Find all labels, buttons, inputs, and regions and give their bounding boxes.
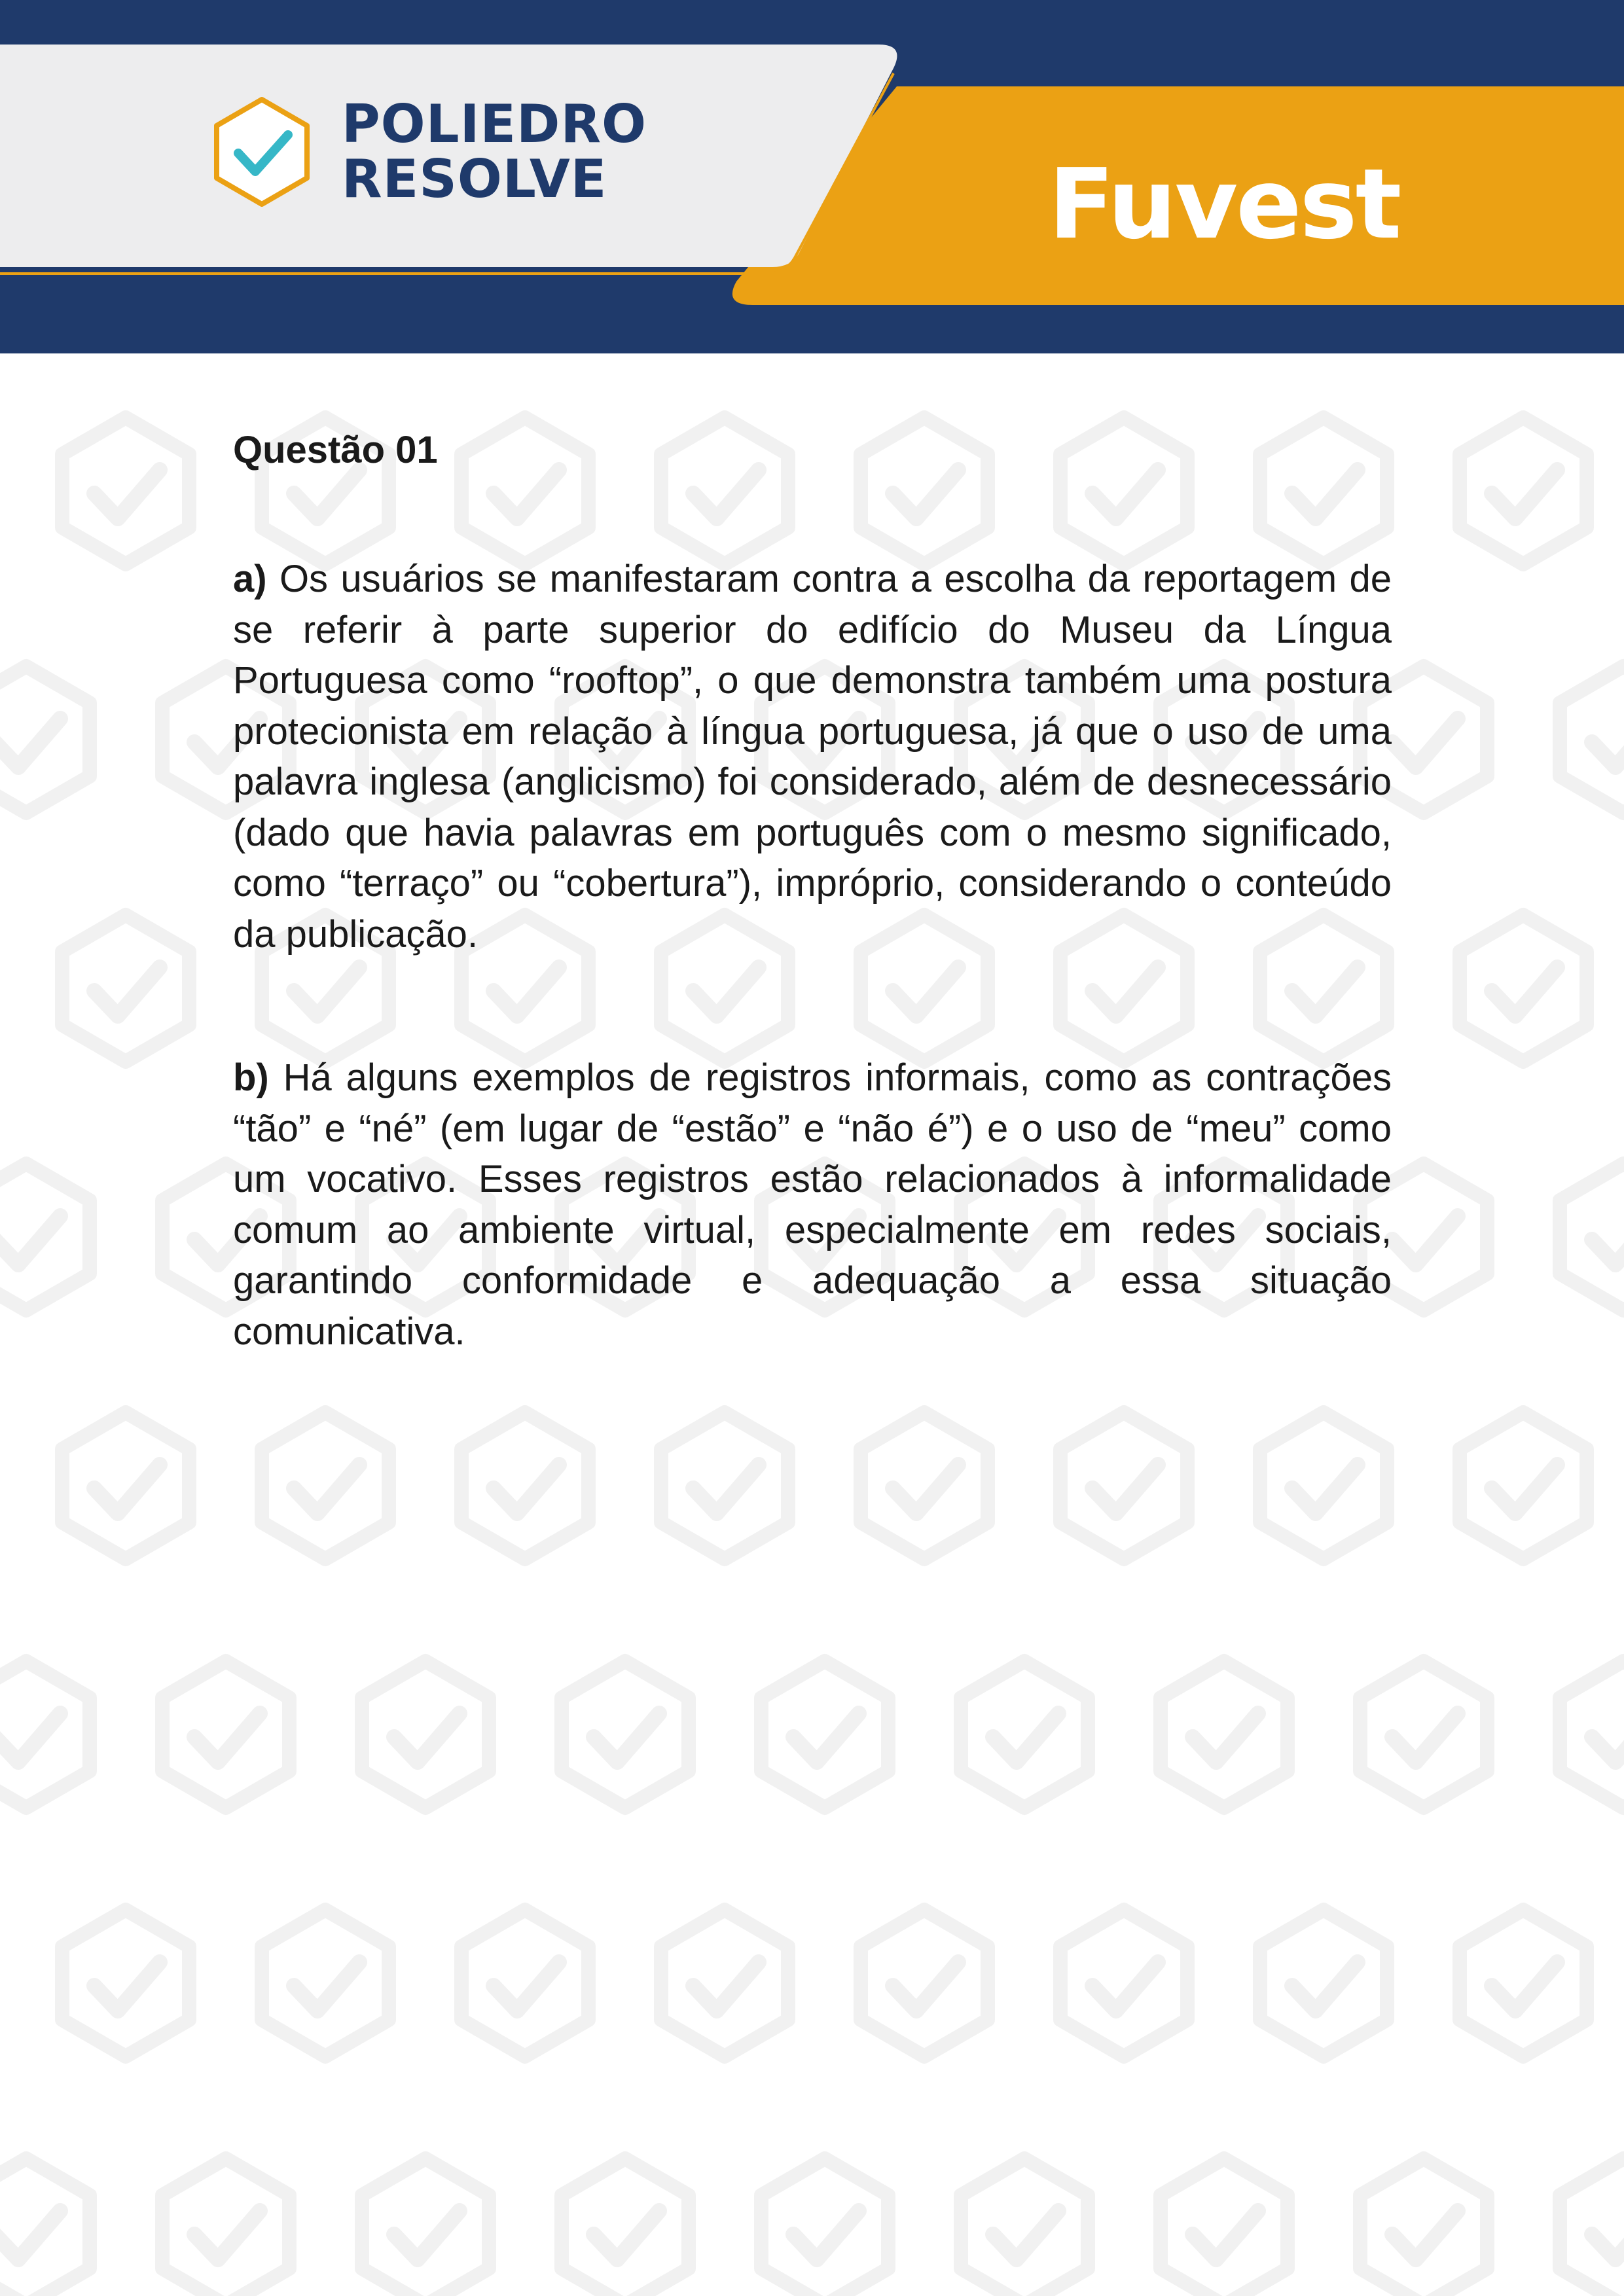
watermark-hexagon-check-icon xyxy=(961,1661,1088,1808)
logo-line-2: RESOLVE xyxy=(342,149,607,209)
watermark-hexagon-check-icon xyxy=(1560,1164,1624,1310)
watermark-hexagon-check-icon xyxy=(1060,1910,1187,2056)
exam-name: Fuvest xyxy=(1048,148,1400,260)
answer-b xyxy=(233,1052,1392,1357)
watermark-hexagon-check-icon xyxy=(0,1164,90,1310)
logo-hexagon-check-icon xyxy=(217,99,307,204)
watermark-hexagon-check-icon xyxy=(362,2159,489,2296)
watermark-hexagon-check-icon xyxy=(1460,418,1587,564)
watermark-hexagon-check-icon xyxy=(62,1412,189,1559)
watermark-hexagon-check-icon xyxy=(861,1910,988,2056)
answer-a xyxy=(233,554,1392,960)
watermark-hexagon-check-icon xyxy=(62,418,189,564)
watermark-hexagon-check-icon xyxy=(1560,666,1624,813)
answer-a-text: Os usuários se manifestaram contra a escolha da reportagem de se referir à parte superior do edifício do Museu da Língua Portuguesa como “rooftop”, o que demonstra também uma postura protecionista em relação à língua portuguesa, já que o uso de uma palavra inglesa (anglicismo) foi considerado, além de desnecessário (dado que havia palavras em português com o mesmo significado, como “terraço” ou “cobertura”), impróprio, considerando o conteúdo da publicação. xyxy=(233,558,1392,956)
watermark-hexagon-check-icon xyxy=(1560,2159,1624,2296)
watermark-hexagon-check-icon xyxy=(0,666,90,813)
watermark-hexagon-check-icon xyxy=(1161,1661,1288,1808)
watermark-hexagon-check-icon xyxy=(961,2159,1088,2296)
watermark-hexagon-check-icon xyxy=(1360,1661,1487,1808)
watermark-hexagon-check-icon xyxy=(262,1910,389,2056)
question-content xyxy=(233,419,1392,1450)
answer-b-text: Há alguns exemplos de registros informais, como as contrações “tão” e “né” (em lugar de “estão” e “não é”) e o uso de “meu” como um vocativo. Esses registros estão relacionados à informalidade comum ao ambiente virtual, especialmente em redes sociais, garantindo conformidade e adequação a essa situação comunicativa. xyxy=(233,1056,1392,1353)
watermark-hexagon-check-icon xyxy=(761,2159,888,2296)
watermark-hexagon-check-icon xyxy=(62,1910,189,2056)
question-title: Questão 01 xyxy=(233,429,438,471)
watermark-hexagon-check-icon xyxy=(562,2159,689,2296)
watermark-hexagon-check-icon xyxy=(62,915,189,1062)
answer-a-label: a) xyxy=(233,558,267,600)
watermark-hexagon-check-icon xyxy=(461,1910,588,2056)
watermark-hexagon-check-icon xyxy=(761,1661,888,1808)
watermark-hexagon-check-icon xyxy=(362,1661,489,1808)
watermark-hexagon-check-icon xyxy=(1260,1910,1387,2056)
watermark-hexagon-check-icon xyxy=(0,2159,90,2296)
logo-wordmark xyxy=(342,94,647,209)
watermark-hexagon-check-icon xyxy=(162,1661,289,1808)
watermark-hexagon-check-icon xyxy=(661,1910,788,2056)
watermark-hexagon-check-icon xyxy=(562,1661,689,1808)
logo-line-1: POLIEDRO xyxy=(342,94,647,154)
watermark-hexagon-check-icon xyxy=(0,1661,90,1808)
watermark-hexagon-check-icon xyxy=(1460,1412,1587,1559)
watermark-hexagon-check-icon xyxy=(1460,915,1587,1062)
watermark-hexagon-check-icon xyxy=(1161,2159,1288,2296)
watermark-hexagon-check-icon xyxy=(162,2159,289,2296)
watermark-hexagon-check-icon xyxy=(1460,1910,1587,2056)
watermark-hexagon-check-icon xyxy=(1560,1661,1624,1808)
answer-b-label: b) xyxy=(233,1056,269,1099)
watermark-hexagon-check-icon xyxy=(1360,2159,1487,2296)
